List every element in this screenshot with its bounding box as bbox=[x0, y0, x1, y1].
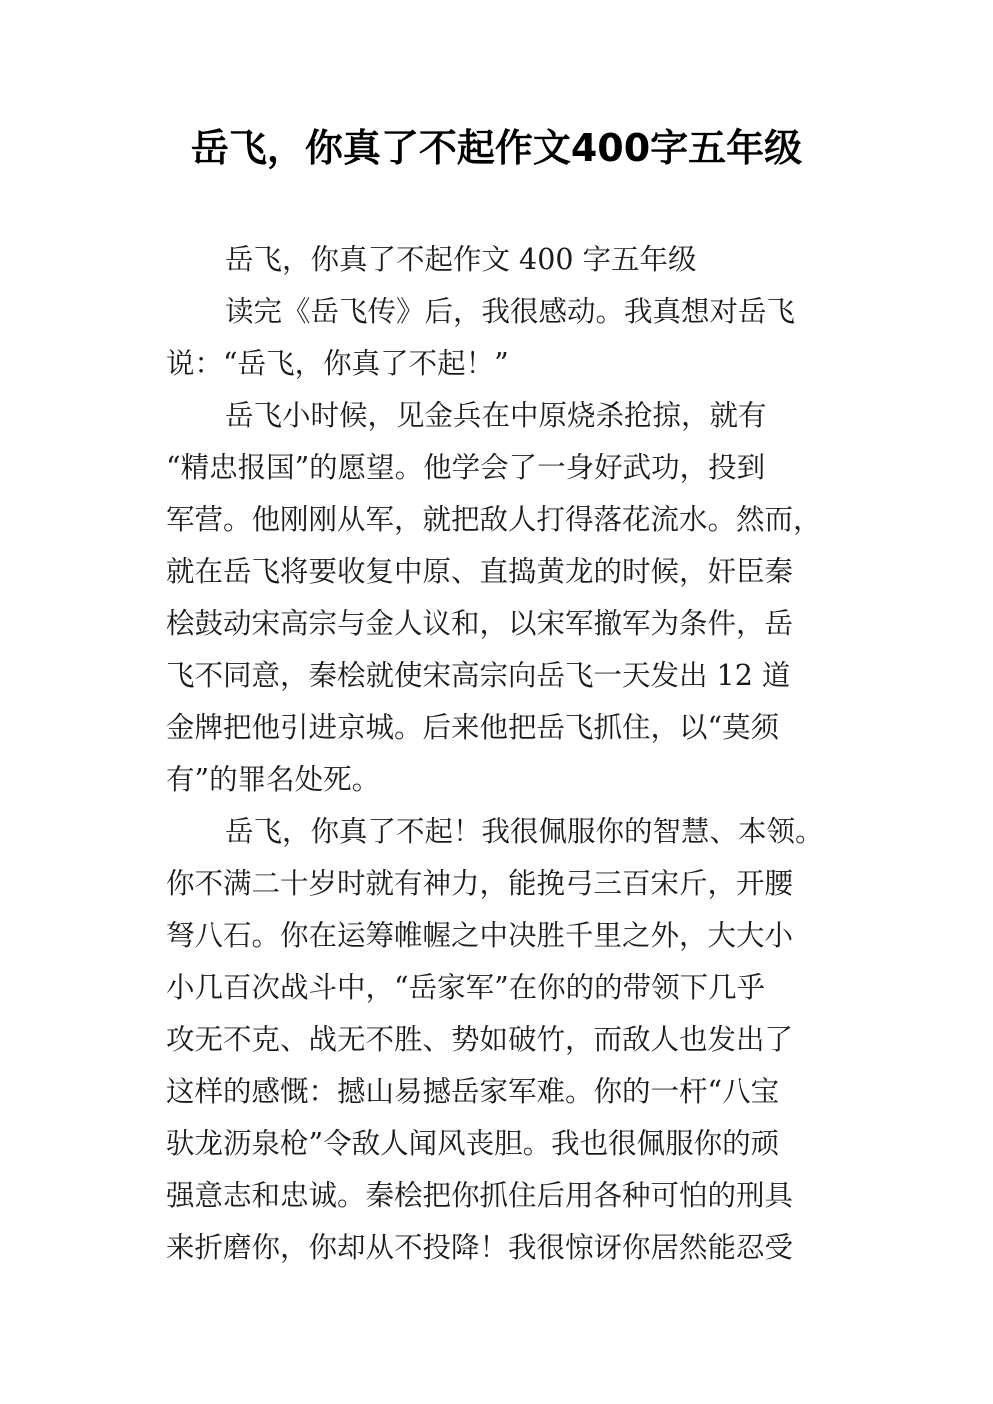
text-line: 攻无不克、战无不胜、势如破竹，而敌人也发出了 bbox=[166, 1023, 794, 1056]
text-line: 你不满二十岁时就有神力，能挽弓三百宋斤，开腰 bbox=[166, 867, 794, 900]
text-line: 来折磨你，你却从不投降！我很惊讶你居然能忍受 bbox=[166, 1231, 794, 1264]
text-line: 说：“岳飞，你真了不起！” bbox=[166, 347, 509, 380]
text-line: 这样的感慨：撼山易撼岳家军难。你的一杆“八宝 bbox=[166, 1075, 780, 1108]
text-line: 金牌把他引进京城。后来他把岳飞抓住，以“莫须 bbox=[166, 711, 780, 744]
text-line: 桧鼓动宋高宗与金人议和，以宋军撤军为条件，岳 bbox=[166, 607, 794, 640]
text-line: 岳飞小时候，见金兵在中原烧杀抢掠，就有 bbox=[225, 399, 767, 432]
text-line: 就在岳飞将要收复中原、直捣黄龙的时候，奸臣秦 bbox=[166, 555, 794, 588]
text-line: 弩八石。你在运筹帷幄之中决胜千里之外，大大小 bbox=[166, 919, 794, 952]
text-line: “精忠报国”的愿望。他学会了一身好武功，投到 bbox=[166, 451, 766, 484]
text-line: 飞不同意，秦桧就使宋高宗向岳飞一天发出 12 道 bbox=[166, 659, 791, 692]
text-line: 有”的罪名处死。 bbox=[166, 763, 381, 796]
text-line: 岳飞，你真了不起！我很佩服你的智慧、本领。 bbox=[225, 815, 824, 848]
text-line: 强意志和忠诚。秦桧把你抓住后用各种可怕的刑具 bbox=[166, 1179, 794, 1212]
text-line: 岳飞，你真了不起作文 400 字五年级 bbox=[225, 243, 697, 276]
text-line: 驮龙沥泉枪”令敌人闻风丧胆。我也很佩服你的顽 bbox=[166, 1127, 780, 1160]
text-line: 军营。他刚刚从军，就把敌人打得落花流水。然而， bbox=[166, 503, 822, 536]
text-line: 小几百次战斗中，“岳家军”在你的的带领下几乎 bbox=[166, 971, 766, 1004]
text-line: 读完《岳飞传》后，我很感动。我真想对岳飞 bbox=[225, 295, 796, 328]
document-title: 岳飞，你真了不起作文400字五年级 bbox=[190, 126, 803, 170]
